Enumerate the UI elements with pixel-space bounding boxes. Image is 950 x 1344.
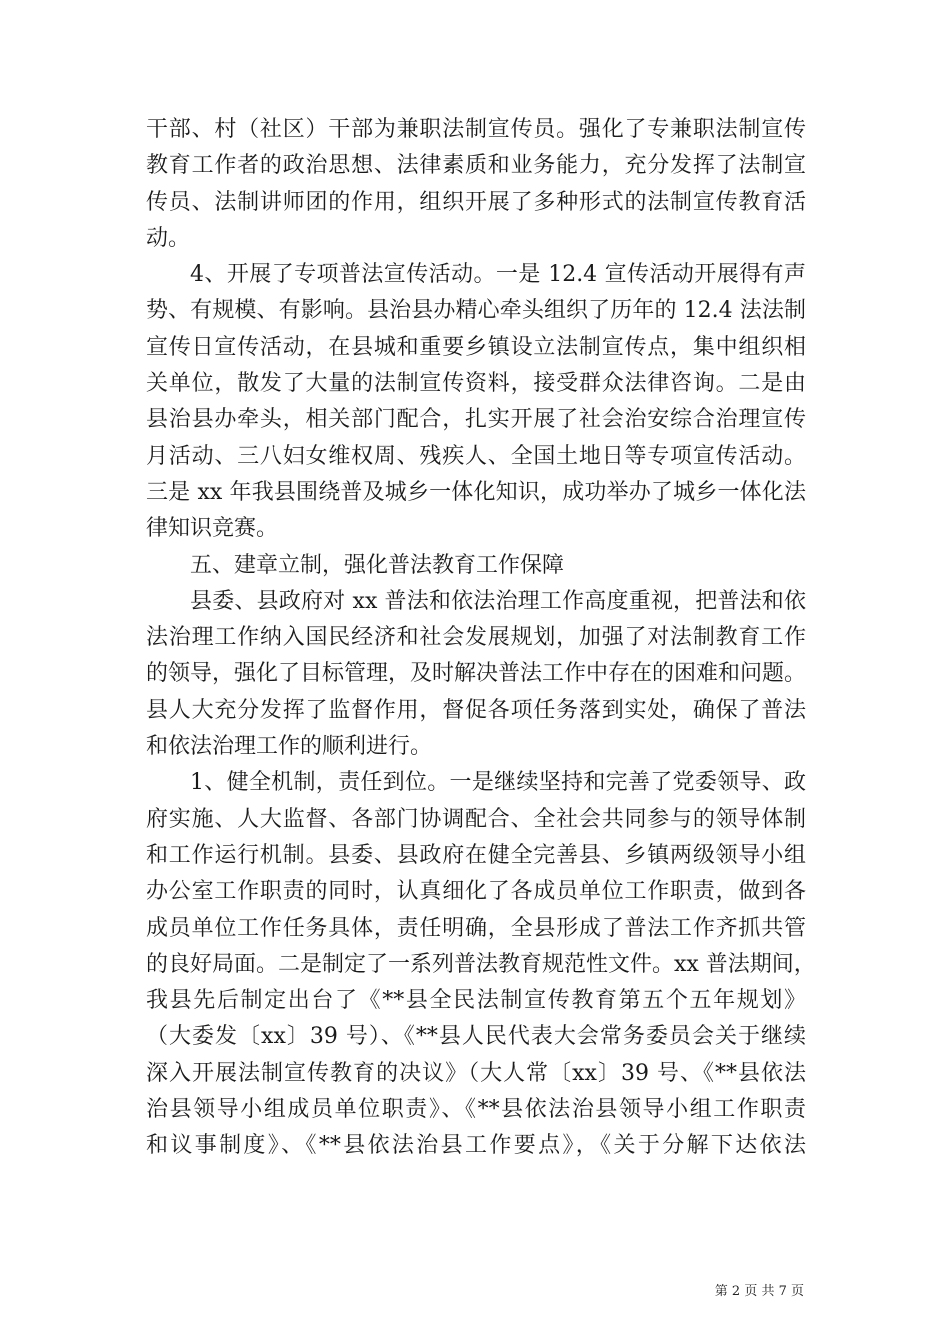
- paragraph-line: （大委发〔xx〕39 号）、《**县人民代表大会常务委员会关于继续: [146, 1024, 806, 1050]
- paragraph-line: 办公室工作职责的同时，认真细化了各成员单位工作职责，做到各: [146, 879, 806, 905]
- paragraph-line: 和依法治理工作的顺利进行。: [146, 734, 433, 760]
- paragraph-line: 法治理工作纳入国民经济和社会发展规划，加强了对法制教育工作: [146, 625, 806, 651]
- document-body: [146, 112, 816, 1165]
- paragraph-line: 的良好局面。二是制定了一系列普法教育规范性文件。xx 普法期间，: [146, 951, 816, 977]
- paragraph-line: 干部、村（社区）干部为兼职法制宣传员。强化了专兼职法制宣传: [146, 117, 806, 142]
- paragraph-line: 月活动、三八妇女维权周、残疾人、全国土地日等专项宣传活动。: [146, 443, 806, 469]
- paragraph-line: 的领导，强化了目标管理，及时解决普法工作中存在的困难和问题。: [146, 661, 807, 687]
- paragraph-line: 律知识竞赛。: [146, 516, 279, 542]
- paragraph-line: 县委、县政府对 xx 普法和依法治理工作高度重视，把普法和依: [190, 588, 806, 614]
- paragraph-line: 势、有规模、有影响。县治县办精心牵头组织了历年的 12.4 法法制: [146, 298, 806, 324]
- paragraph-line: 宣传日宣传活动，在县城和重要乡镇设立法制宣传点，集中组织相: [146, 334, 806, 360]
- section-heading: 五、建章立制，强化普法教育工作保障: [190, 552, 565, 578]
- paragraph-line: 4、开展了专项普法宣传活动。一是 12.4 宣传活动开展得有声: [190, 262, 806, 288]
- paragraph-line: 传员、法制讲师团的作用，组织开展了多种形式的法制宣传教育活: [146, 189, 806, 215]
- paragraph-line: 我县先后制定出台了《**县全民法制宣传教育第五个五年规划》: [146, 988, 806, 1014]
- paragraph-line: 1、健全机制，责任到位。一是继续坚持和完善了党委领导、政: [190, 770, 806, 796]
- paragraph-line: 府实施、人大监督、各部门协调配合、全社会共同参与的领导体制: [146, 806, 806, 832]
- paragraph-line: 县人大充分发挥了监督作用，督促各项任务落到实处，确保了普法: [146, 697, 806, 723]
- paragraph-line: 深入开展法制宣传教育的决议》（大人常〔xx〕39 号、《**县依法: [146, 1060, 806, 1086]
- paragraph-line: 关单位，散发了大量的法制宣传资料，接受群众法律咨询。二是由: [146, 371, 806, 397]
- paragraph-line: 三是 xx 年我县围绕普及城乡一体化知识，成功举办了城乡一体化法: [146, 479, 806, 505]
- page-number: 第 2 页 共 7 页: [714, 1284, 804, 1299]
- paragraph-line: 动。: [146, 225, 191, 251]
- paragraph-line: 县治县办牵头，相关部门配合，扎实开展了社会治安综合治理宣传: [146, 407, 806, 433]
- paragraph-line: 成员单位工作任务具体，责任明确，全县形成了普法工作齐抓共管: [146, 915, 806, 941]
- paragraph-line: 治县领导小组成员单位职责》、《**县依法治县领导小组工作职责: [146, 1097, 806, 1123]
- paragraph-line: 和工作运行机制。县委、县政府在健全完善县、乡镇两级领导小组: [146, 842, 806, 868]
- paragraph-line: 和议事制度》、《**县依法治县工作要点》，《关于分解下达依法: [146, 1133, 806, 1159]
- paragraph-line: 教育工作者的政治思想、法律素质和业务能力，充分发挥了法制宣: [146, 153, 806, 179]
